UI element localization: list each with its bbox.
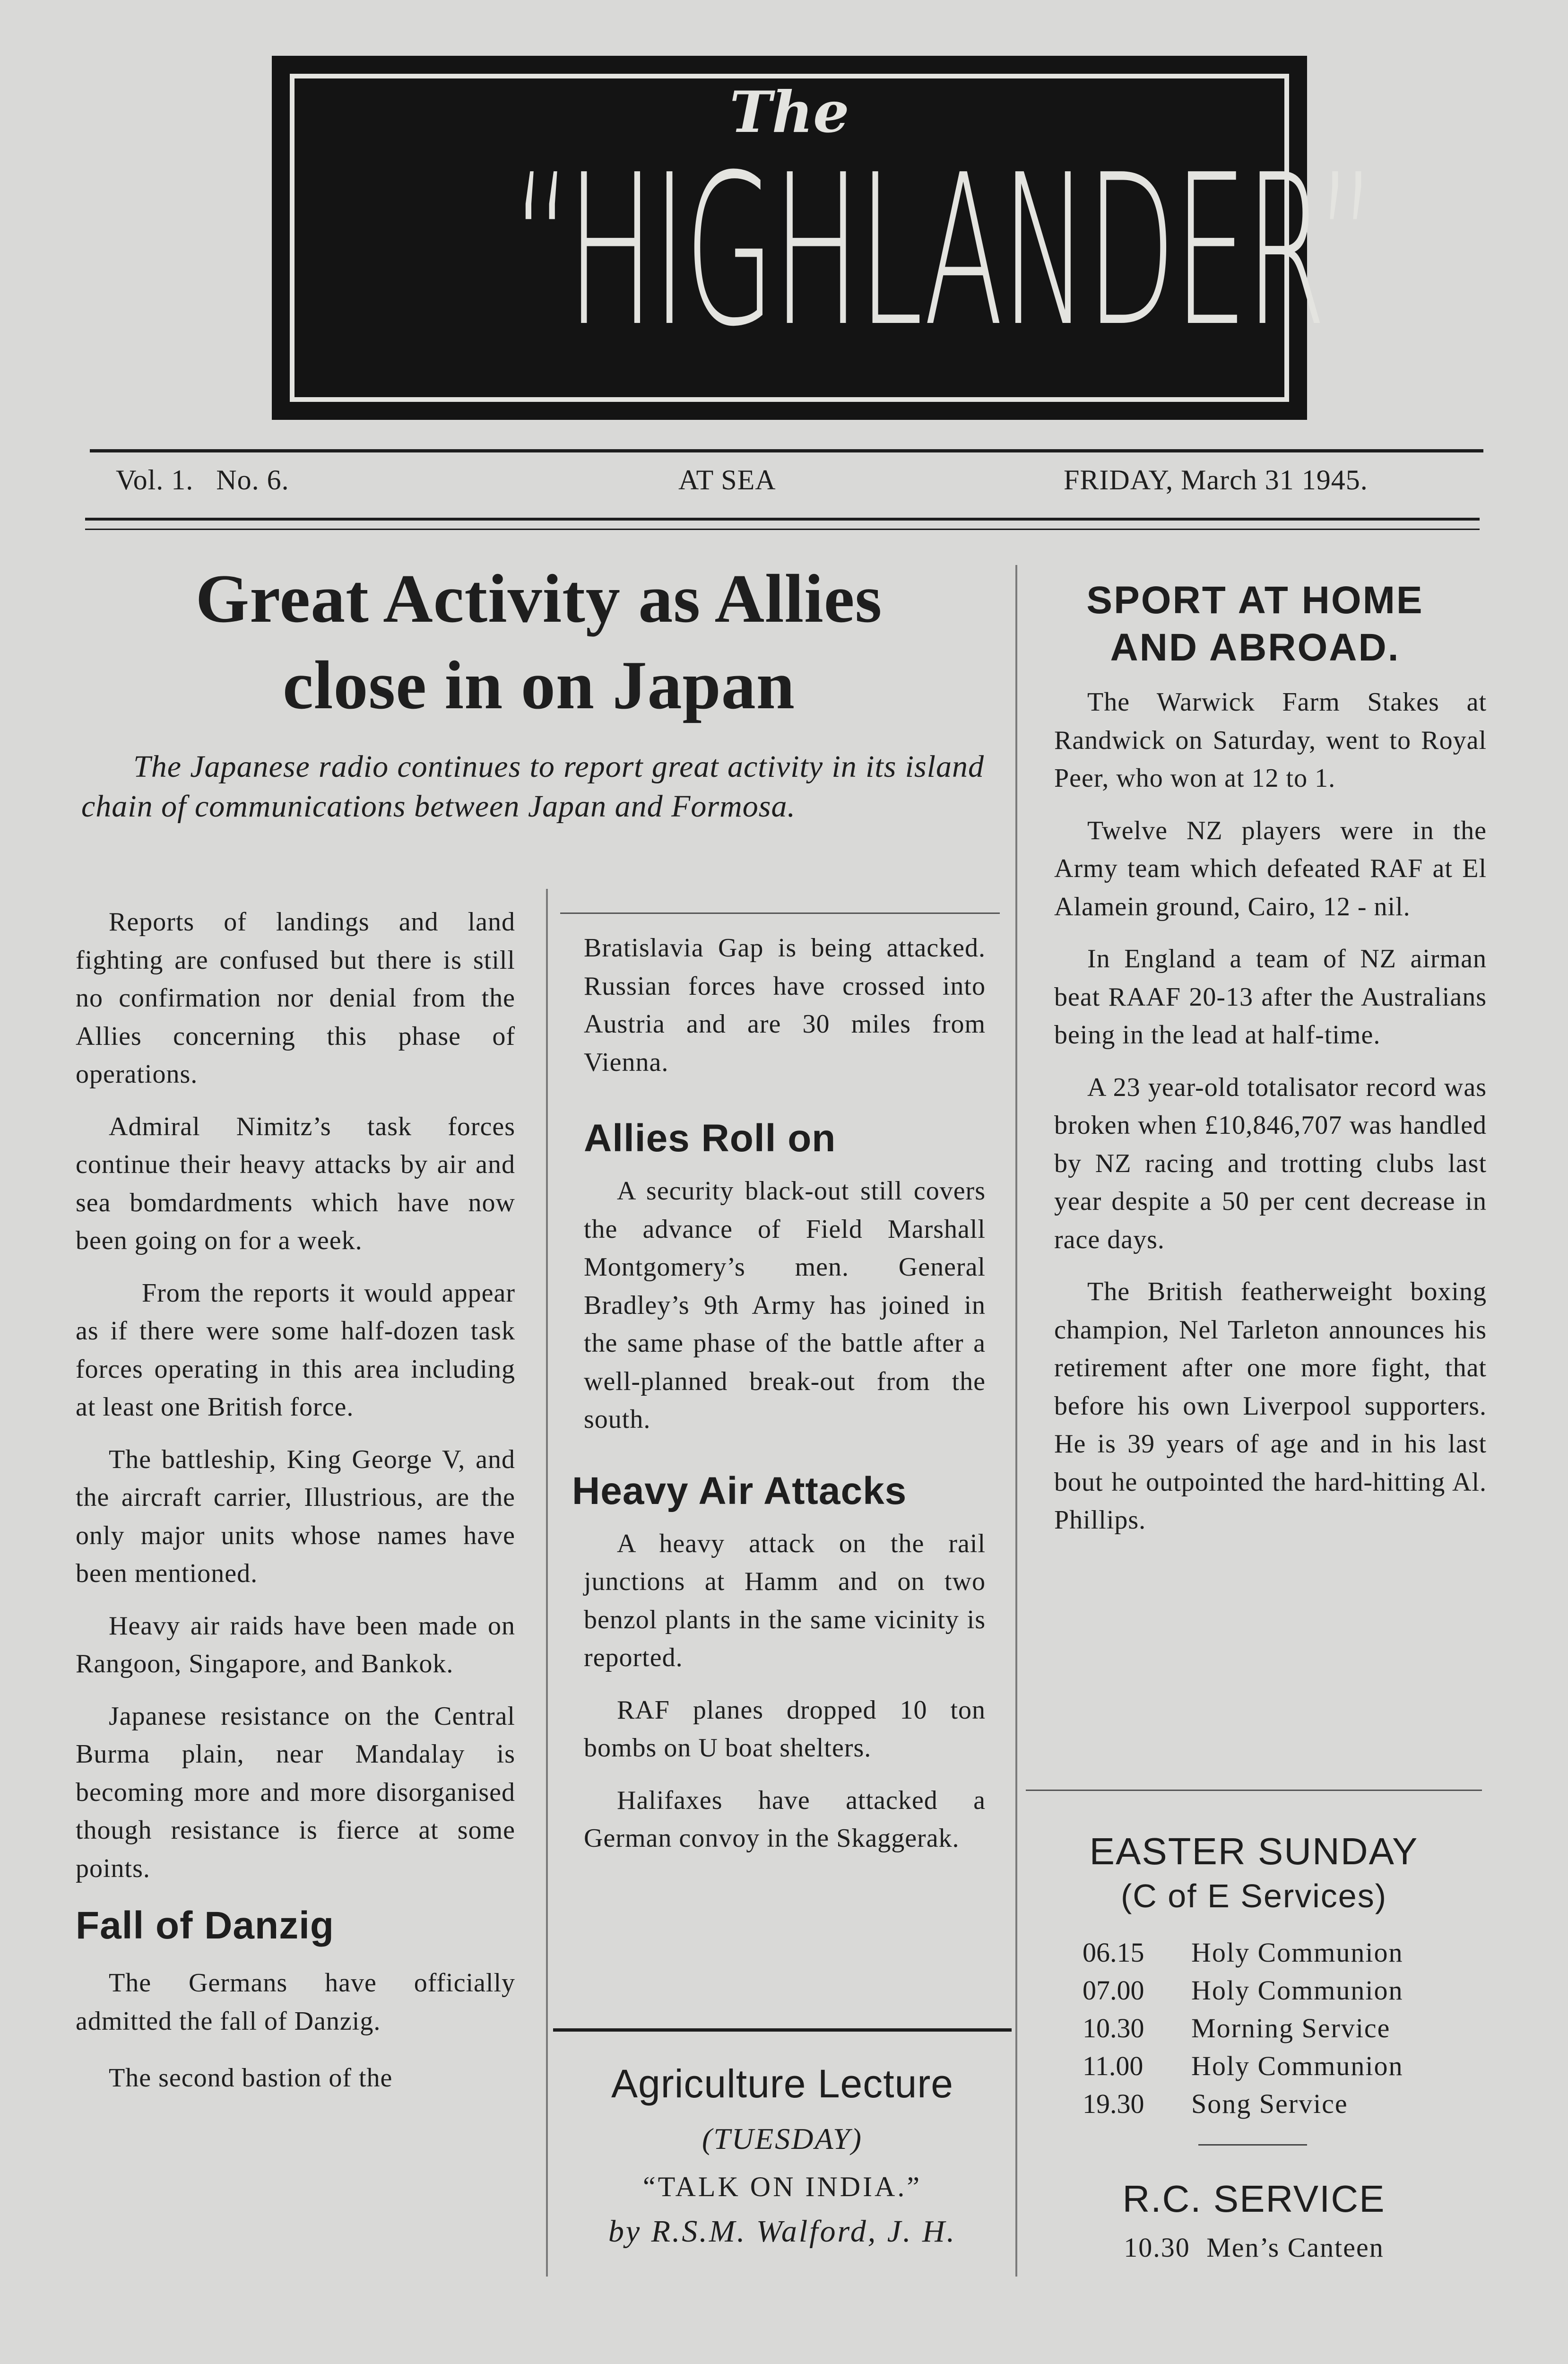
column-divider-left xyxy=(546,889,548,2277)
easter-subheading: (C of E Services) xyxy=(1121,1877,1387,1914)
service-name: Song Service xyxy=(1191,2088,1348,2119)
sport-heading xyxy=(1031,577,1480,671)
sport-paragraph-2: Twelve NZ players were in the Army team which defeated RAF at El Alamein ground, Cairo, 12 - nil. xyxy=(1054,816,1487,921)
service-row xyxy=(1083,2009,1403,2047)
lecture-rule xyxy=(553,2028,1012,2032)
easter-top-rule xyxy=(1026,1790,1482,1791)
lecture-topic: “TALK ON INDIA.” xyxy=(642,2171,922,2202)
column-divider-right xyxy=(1015,565,1017,2277)
easter-heading: EASTER SUNDAY xyxy=(1089,1830,1419,1872)
masthead-frame xyxy=(290,74,1375,402)
service-time: 19.30 xyxy=(1083,2088,1144,2119)
sport-paragraph-1: The Warwick Farm Stakes at Randwick on Saturday, went to Royal Peer, who won at 12 to 1. xyxy=(1054,687,1487,793)
lecture-speaker: by R.S.M. Walford, J. H. xyxy=(608,2214,957,2249)
danzig-paragraph-1: The Germans have officially admitted the fall of Danzig. xyxy=(76,1968,515,2036)
service-time: 11.00 xyxy=(1083,2051,1144,2081)
rc-time: 10.30 xyxy=(1124,2232,1190,2263)
service-name: Holy Communion xyxy=(1191,1937,1403,1968)
sport-heading-line1: SPORT AT HOME xyxy=(1086,579,1424,622)
danzig-continuation: Bratislavia Gap is being attacked. Russian forces have crossed into Austria and are 30 miles from Vienna. xyxy=(584,933,986,1077)
masthead-the: The xyxy=(729,79,849,146)
lecture-day: (TUESDAY) xyxy=(702,2122,863,2155)
air-paragraph-1: A heavy attack on the rail junctions at Hamm and on two benzol plants in the same vicinity is reported. xyxy=(584,1529,986,1672)
lead-paragraph-3: From the reports it would appear as if there were some half-dozen task forces operating in this area including at least one British force. xyxy=(76,1278,515,1422)
sport-body xyxy=(1054,683,1487,1554)
lead-headline xyxy=(76,556,1002,728)
rc-heading: R.C. SERVICE xyxy=(1122,2178,1386,2220)
service-name: Holy Communion xyxy=(1191,2051,1403,2081)
lead-paragraph-4: The battleship, King George V, and the aircraft carrier, Illustrious, are the only major units whose names have been mentioned. xyxy=(76,1444,515,1588)
danzig-paragraph-2: The second bastion of the xyxy=(109,2063,393,2093)
easter-services-table xyxy=(1083,1934,1403,2123)
volume-number: Vol. 1. No. 6. xyxy=(116,464,289,495)
air-paragraph-3: Halifaxes have attacked a German convoy in the Skaggerak. xyxy=(584,1785,986,1853)
service-row xyxy=(1083,1972,1403,2009)
lead-story-body xyxy=(76,903,515,2112)
danzig-heading: Fall of Danzig xyxy=(76,1904,334,1947)
rc-place: Men’s Canteen xyxy=(1206,2232,1384,2263)
service-row xyxy=(1083,1934,1403,1972)
service-row xyxy=(1083,2047,1403,2085)
lead-paragraph-1: Reports of landings and land fighting are confused but there is still no confirmation nor denial from the Allies concerning this phase of operations. xyxy=(76,907,515,1089)
lead-standfirst: The Japanese radio continues to report great activity in its island chain of communications between Japan and Formosa. xyxy=(81,749,984,824)
service-time: 06.15 xyxy=(1083,1937,1144,1968)
service-name: Holy Communion xyxy=(1191,1975,1403,2006)
air-paragraph-2: RAF planes dropped 10 ton bombs on U boat shelters. xyxy=(584,1695,986,1763)
lead-headline-line2: close in on Japan xyxy=(283,646,795,723)
masthead-banner xyxy=(272,56,1375,420)
sport-paragraph-4: A 23 year-old totalisator record was broken when £10,846,707 was handled by NZ racing and trotting clubs last year despite a 50 per cent decrease in race days. xyxy=(1054,1072,1487,1254)
location: AT SEA xyxy=(678,464,776,495)
issue-date: FRIDAY, March 31 1945. xyxy=(1064,464,1368,495)
allies-paragraph: A security black-out still covers the advance of Field Marshall Montgomery’s men. General Bradley’s 9th Army has joined in the same phase of the battle after a well-planned break-out from the south. xyxy=(584,1176,986,1434)
lead-paragraph-6: Japanese resistance on the Central Burma plain, near Mandalay is becoming more and more disorganised though resistance is fierce at some points. xyxy=(76,1701,515,1883)
service-row xyxy=(1083,2085,1403,2123)
masthead-title: “HIGHLANDER” xyxy=(512,130,1375,372)
lecture-notice xyxy=(553,2061,1012,2250)
service-name: Morning Service xyxy=(1191,2013,1391,2043)
sport-paragraph-5: The British featherweight boxing champion, Nel Tarleton announces his retirement after one more fight, that before his own Liverpool supporters. He is 39 years of age and in his last bout he outpointed the hard-hitting Al. Phillips. xyxy=(1054,1277,1487,1535)
sport-paragraph-3: In England a team of NZ airman beat RAAF 20-13 after the Australians being in the lead at half-time. xyxy=(1054,944,1487,1050)
lecture-title: Agriculture Lecture xyxy=(611,2061,954,2106)
air-attacks-heading: Heavy Air Attacks xyxy=(572,1469,907,1512)
top-rule xyxy=(90,449,1483,452)
lead-paragraph-5: Heavy air raids have been made on Rangoon, Singapore, and Bankok. xyxy=(76,1611,515,1678)
lead-headline-line1: Great Activity as Allies xyxy=(195,560,883,637)
middle-column xyxy=(572,929,986,1872)
bottom-rule-thick xyxy=(85,518,1480,521)
lead-paragraph-2: Admiral Nimitz’s task forces continue their heavy attacks by air and sea bomdardments which have now been going on for a week. xyxy=(76,1112,515,1255)
service-time: 10.30 xyxy=(1083,2013,1144,2043)
sport-heading-line2: AND ABROAD. xyxy=(1110,626,1400,669)
bottom-rule-thin xyxy=(85,529,1480,530)
rc-service-line xyxy=(1026,2232,1482,2263)
easter-divider xyxy=(1198,2144,1307,2146)
service-time: 07.00 xyxy=(1083,1975,1144,2006)
middle-top-rule xyxy=(560,913,1000,914)
allies-heading: Allies Roll on xyxy=(584,1117,836,1160)
